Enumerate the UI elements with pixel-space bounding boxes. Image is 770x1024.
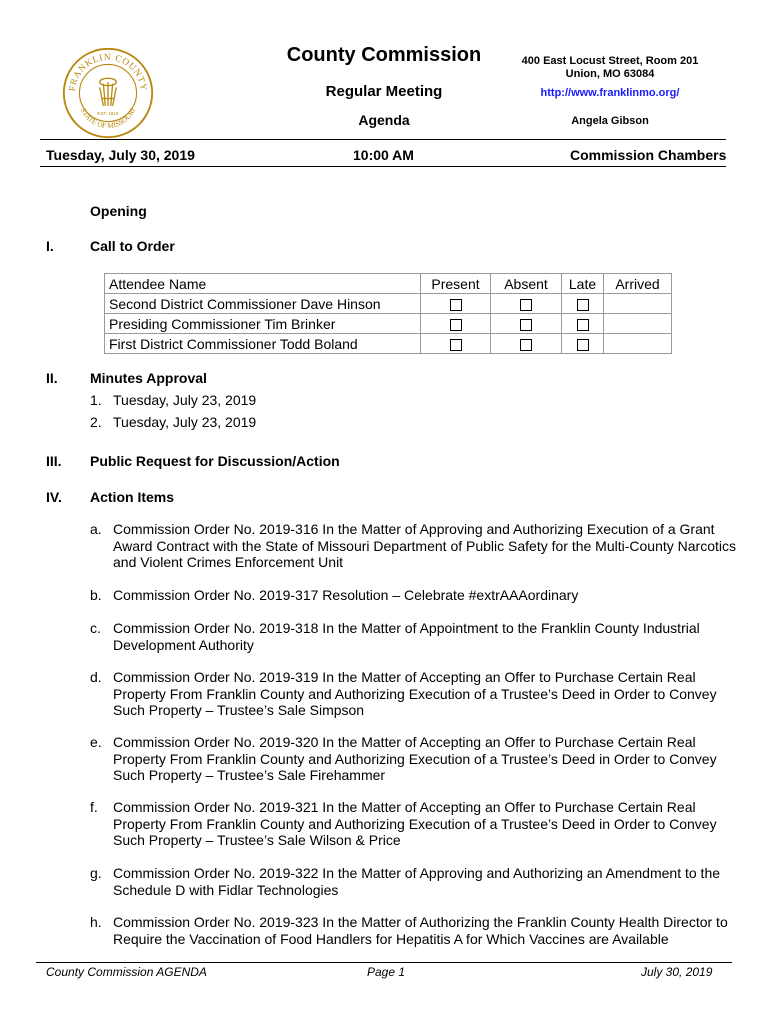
- action-item-text: Commission Order No. 2019-322 In the Matter of Approving and Authorizing an Amendment to the Schedule D with Fidlar Technologies: [113, 865, 721, 898]
- late-checkbox[interactable]: [577, 299, 589, 311]
- col-late: Late: [562, 274, 604, 294]
- col-arrived: Arrived: [604, 274, 672, 294]
- action-item-text: Commission Order No. 2019-319 In the Matter of Accepting an Offer to Purchase Certain Real Property From Franklin County and Authorizing Execution of a Trustee’s Deed in Order to Convey Such Property – Trustee’s Sale Simpson: [113, 669, 717, 718]
- action-item: [90, 734, 740, 784]
- list-item-number: 2.: [90, 414, 102, 430]
- document-type: Agenda: [358, 112, 410, 128]
- section-minutes-approval: Minutes Approval: [90, 370, 207, 386]
- header-rule-bottom: [40, 166, 726, 167]
- section-action-items: Action Items: [90, 489, 175, 505]
- arrived-cell: [604, 334, 672, 354]
- meeting-type: Regular Meeting: [325, 83, 443, 100]
- action-item-label: c.: [90, 620, 101, 636]
- action-item: [90, 799, 740, 849]
- attendee-name: First District Commissioner Todd Boland: [105, 334, 421, 354]
- table-row: [105, 294, 672, 314]
- action-item-label: b.: [90, 587, 102, 603]
- address-line1: 400 East Locust Street, Room 201: [521, 55, 699, 67]
- meeting-location: Commission Chambers: [570, 147, 727, 163]
- arrived-cell: [604, 294, 672, 314]
- action-item-text: Commission Order No. 2019-323 In the Matter of Authorizing the Franklin County Health Director to Require the Vaccination of Food Handlers for Hepatitis A for Which Vaccines are Available: [113, 914, 728, 947]
- footer-page-number: Page 1: [367, 965, 406, 979]
- action-item-label: f.: [90, 799, 98, 815]
- list-item: Tuesday, July 23, 2019: [113, 414, 257, 430]
- attendance-header-row: [105, 274, 672, 294]
- present-checkbox[interactable]: [450, 339, 462, 351]
- footer-date: July 30, 2019: [641, 965, 713, 979]
- arrived-cell: [604, 314, 672, 334]
- header-rule-top: [40, 139, 726, 140]
- list-item: Tuesday, July 23, 2019: [113, 392, 257, 408]
- attendee-name: Presiding Commissioner Tim Brinker: [105, 314, 421, 334]
- action-item: [90, 620, 740, 653]
- action-item-text: Commission Order No. 2019-320 In the Matter of Accepting an Offer to Purchase Certain Real Property From Franklin County and Authorizing Execution of a Trustee’s Deed in Order to Convey Such Property – Trustee’s Sale Firehammer: [113, 734, 717, 783]
- meeting-time: 10:00 AM: [353, 147, 414, 163]
- present-checkbox[interactable]: [450, 299, 462, 311]
- attendance-table: [104, 273, 672, 354]
- col-attendee-name: Attendee Name: [105, 274, 421, 294]
- action-item-text: Commission Order No. 2019-318 In the Matter of Appointment to the Franklin County Industrial Development Authority: [113, 620, 700, 653]
- action-item: [90, 865, 740, 898]
- action-item: [90, 587, 740, 604]
- clerk-name: Angela Gibson: [571, 115, 649, 127]
- action-item-label: h.: [90, 914, 102, 930]
- present-checkbox[interactable]: [450, 319, 462, 331]
- absent-checkbox[interactable]: [520, 339, 532, 351]
- table-row: [105, 314, 672, 334]
- late-checkbox[interactable]: [577, 339, 589, 351]
- action-item: [90, 521, 740, 571]
- table-row: [105, 334, 672, 354]
- action-item: [90, 914, 740, 947]
- list-item-number: 1.: [90, 392, 102, 408]
- county-seal-logo: [62, 47, 154, 139]
- action-item-label: g.: [90, 865, 102, 881]
- section-number: II.: [46, 370, 58, 386]
- action-item: [90, 669, 740, 719]
- meeting-date: Tuesday, July 30, 2019: [46, 147, 195, 163]
- section-call-to-order: Call to Order: [90, 238, 175, 254]
- action-item-text: Commission Order No. 2019-317 Resolution – Celebrate #extrAAAordinary: [113, 587, 579, 603]
- svg-text:STATE OF MISSOURI: [79, 106, 138, 130]
- footer-left: County Commission AGENDA: [46, 965, 207, 979]
- action-item-text: Commission Order No. 2019-316 In the Matter of Approving and Authorizing Execution of a Grant Award Contract with the State of Missouri Department of Public Safety for the Multi-County Narcotics and Violent Crimes Enforcement Unit: [113, 521, 736, 570]
- page-title: County Commission: [286, 44, 482, 66]
- late-checkbox[interactable]: [577, 319, 589, 331]
- action-item-text: Commission Order No. 2019-321 In the Matter of Accepting an Offer to Purchase Certain Real Property From Franklin County and Authorizing Execution of a Trustee’s Deed in Order to Convey Such Property – Trustee’s Sale Wilson & Price: [113, 799, 717, 848]
- section-public-request: Public Request for Discussion/Action: [90, 453, 340, 469]
- attendee-name: Second District Commissioner Dave Hinson: [105, 294, 421, 314]
- seal-bottom-text: STATE OF MISSOURI: [78, 106, 138, 131]
- action-item-label: e.: [90, 734, 102, 750]
- action-item-label: a.: [90, 521, 102, 537]
- col-present: Present: [421, 274, 491, 294]
- seal-top-text: FRANKLIN COUNTY: [66, 51, 150, 92]
- section-number: IV.: [46, 489, 62, 505]
- seal-est: EST. 1818: [97, 111, 119, 117]
- website-link[interactable]: http://www.franklinmo.org/: [540, 87, 680, 99]
- address-line2: Union, MO 63084: [565, 68, 655, 80]
- action-item-label: d.: [90, 669, 102, 685]
- col-absent: Absent: [491, 274, 562, 294]
- section-number: III.: [46, 453, 62, 469]
- footer-rule: [36, 962, 732, 963]
- opening-heading: Opening: [90, 203, 147, 219]
- absent-checkbox[interactable]: [520, 299, 532, 311]
- section-number: I.: [46, 238, 54, 254]
- absent-checkbox[interactable]: [520, 319, 532, 331]
